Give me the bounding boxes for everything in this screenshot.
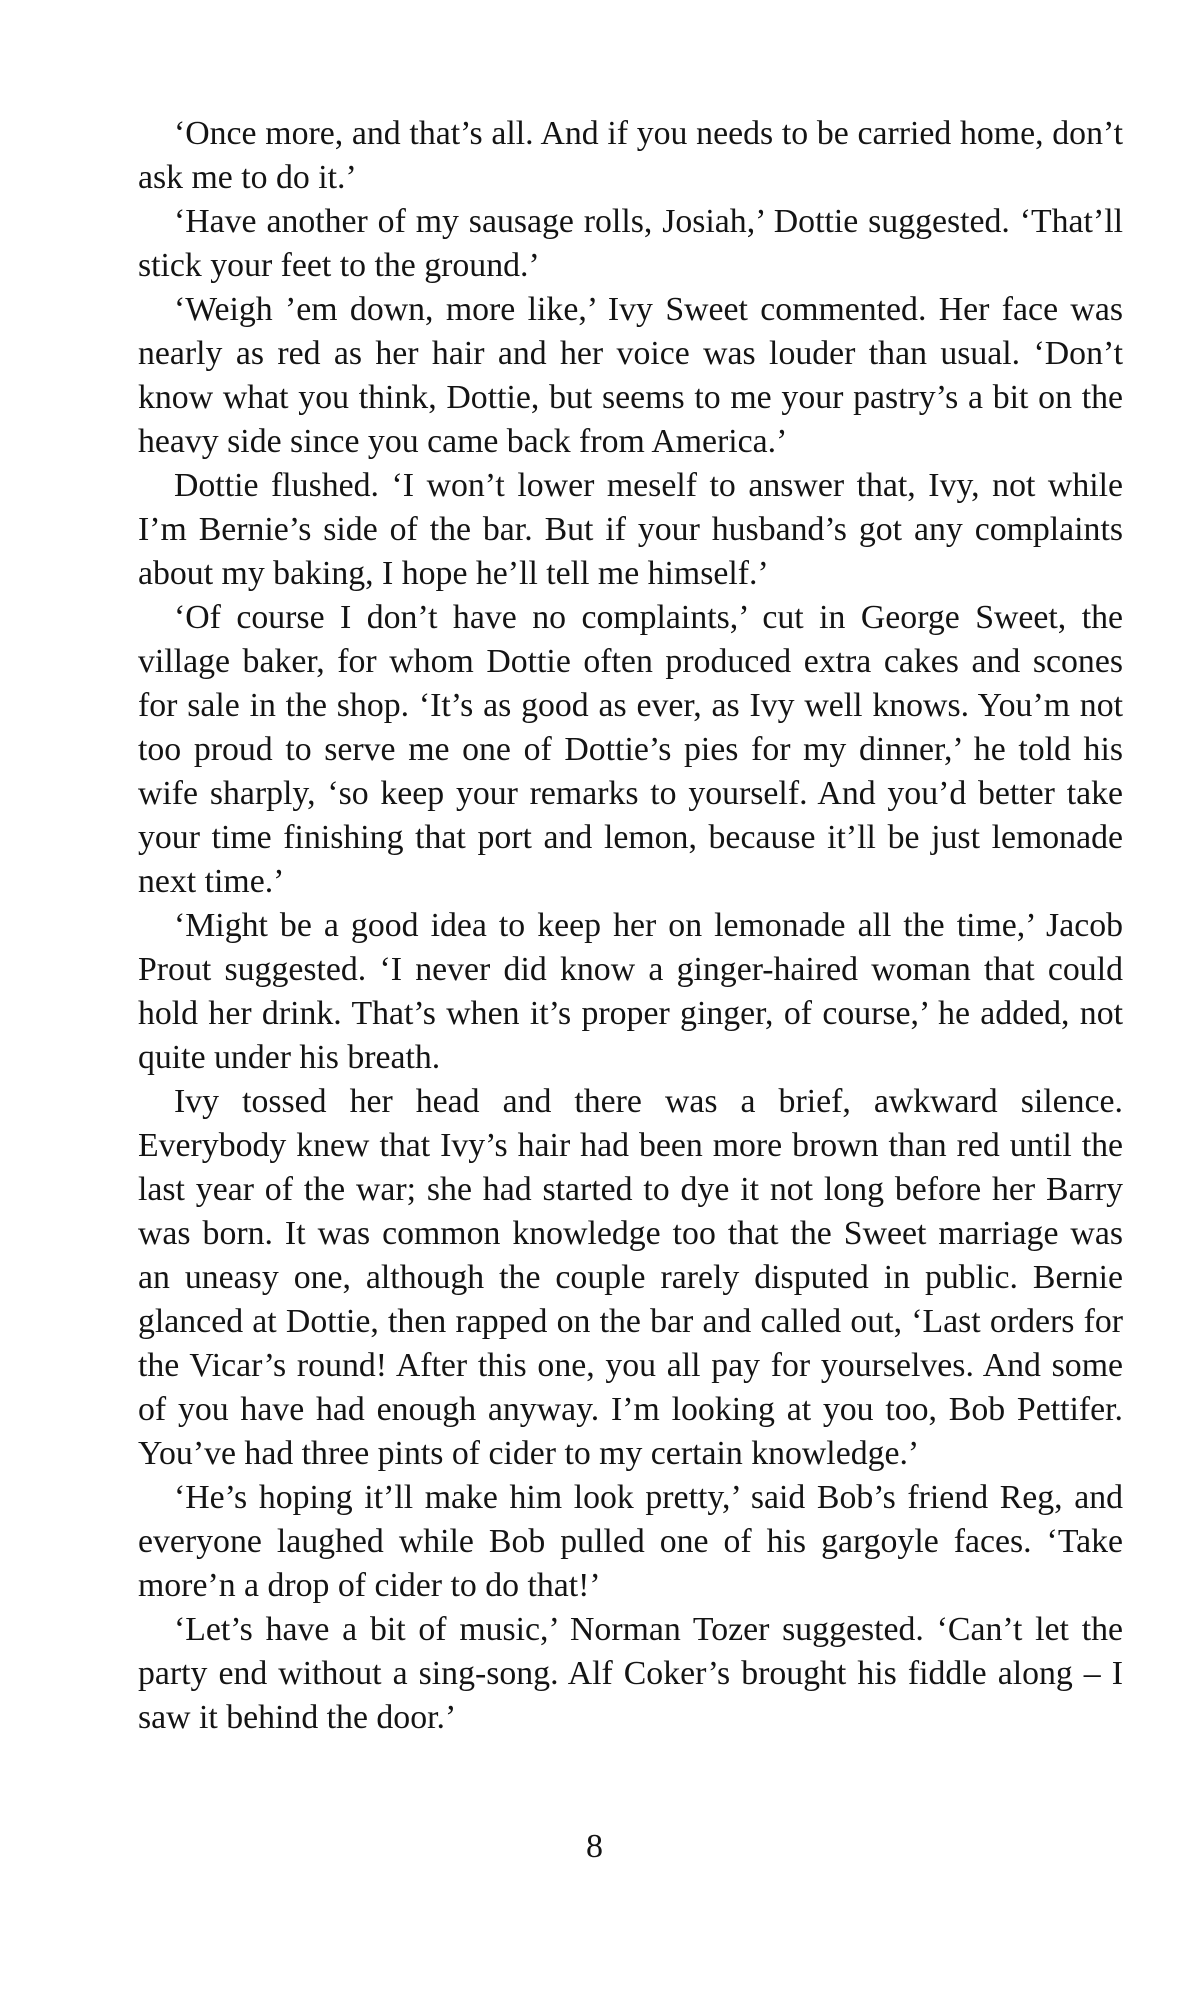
paragraph-4: Dottie flushed. ‘I won’t lower meself to answer that, Ivy, not while I’m Bernie’s side of the bar. But if your husband’s got any complaints about my baking, I hope he’ll tell me himself.’ — [138, 467, 1123, 592]
body-text — [138, 112, 1123, 1740]
paragraph-3: ‘Weigh ’em down, more like,’ Ivy Sweet commented. Her face was nearly as red as her hair and her voice was louder than usual. ‘Don’t know what you think, Dottie, but seems to me your pastry’s a bit on the heavy side since you came back from America.’ — [138, 291, 1123, 460]
paragraph-2: ‘Have another of my sausage rolls, Josiah,’ Dottie suggested. ‘That’ll stick your feet to the ground.’ — [138, 203, 1123, 284]
paragraph-9: ‘Let’s have a bit of music,’ Norman Tozer suggested. ‘Can’t let the party end without a sing-song. Alf Coker’s brought his fiddle along – I saw it behind the door.’ — [138, 1611, 1123, 1736]
paragraph-5: ‘Of course I don’t have no complaints,’ cut in George Sweet, the village baker, for whom Dottie often produced extra cakes and scones for sale in the shop. ‘It’s as good as ever, as Ivy well knows. You’m not too proud to serve me one of Dottie’s pies for my dinner,’ he told his wife sharply, ‘so keep your remarks to yourself. And you’d better take your time finishing that port and lemon, because it’ll be just lemonade next time.’ — [138, 599, 1123, 900]
paragraph-8: ‘He’s hoping it’ll make him look pretty,’ said Bob’s friend Reg, and everyone laughed while Bob pulled one of his gargoyle faces. ‘Take more’n a drop of cider to do that!’ — [138, 1479, 1123, 1604]
paragraph-7: Ivy tossed her head and there was a brief, awkward silence. Everybody knew that Ivy’s hair had been more brown than red until the last year of the war; she had started to dye it not long before her Barry was born. It was common knowledge too that the Sweet marriage was an uneasy one, although the couple rarely disputed in public. Bernie glanced at Dottie, then rapped on the bar and called out, ‘Last orders for the Vicar’s round! After this one, you all pay for yourselves. And some of you have had enough anyway. I’m looking at you too, Bob Pettifer. You’ve had three pints of cider to my certain knowledge.’ — [138, 1083, 1123, 1472]
paragraph-1: ‘Once more, and that’s all. And if you needs to be carried home, don’t ask me to do it.’ — [138, 115, 1123, 196]
paragraph-6: ‘Might be a good idea to keep her on lemonade all the time,’ Jacob Prout suggested. ‘I never did know a ginger-haired woman that could hold her drink. That’s when it’s proper ginger, of course,’ he added, not quite under his breath. — [138, 907, 1123, 1076]
page-number: 8 — [586, 1828, 603, 1865]
